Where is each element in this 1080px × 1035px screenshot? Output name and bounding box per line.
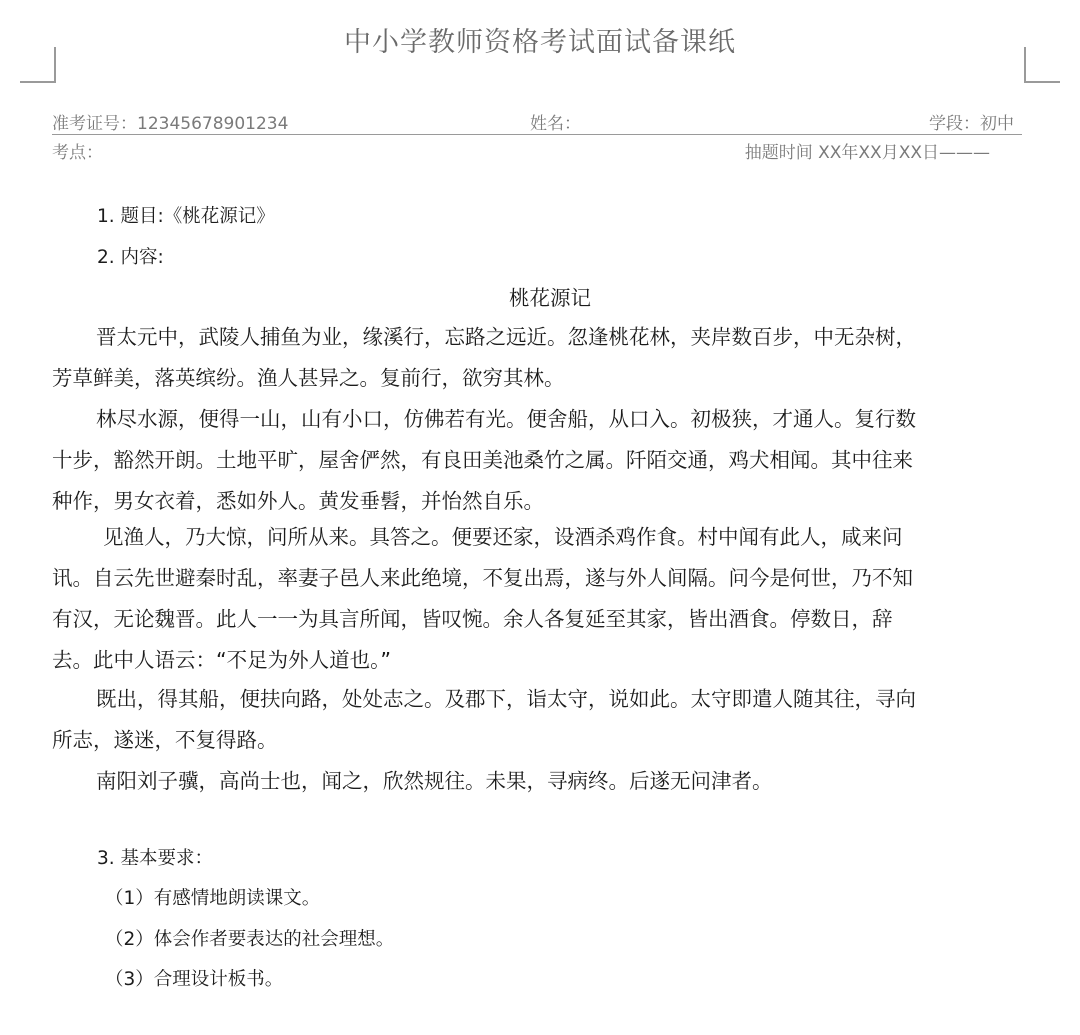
passage-line: 林尽水源，便得一山，山有小口，仿佛若有光。便舍船，从口入。初极狭，才通人。复行数 bbox=[96, 407, 916, 431]
passage-line: 种作，男女衣着，悉如外人。黄发垂髫，并怡然自乐。 bbox=[52, 489, 544, 513]
venue-field: 考点： bbox=[52, 143, 103, 163]
corner-mark-left bbox=[20, 47, 56, 83]
passage-line: 见渔人，乃大惊，问所从来。具答之。便要还家，设酒杀鸡作食。村中闻有此人，咸来问 bbox=[103, 525, 903, 549]
name-field: 姓名： bbox=[530, 114, 581, 134]
passage-line: 十步，豁然开朗。土地平旷，屋舍俨然，有良田美池桑竹之属。阡陌交通，鸡犬相闻。其中往来 bbox=[52, 448, 913, 472]
requirement-item: （1）有感情地朗读课文。 bbox=[105, 888, 321, 909]
level-field: 学段：初中 bbox=[929, 114, 1014, 134]
draw-time-field: 抽题时间 XX年XX月XX日——— bbox=[744, 143, 990, 163]
requirements-label: 3. 基本要求： bbox=[97, 848, 214, 869]
requirement-item: （2）体会作者要表达的社会理想。 bbox=[105, 929, 395, 950]
passage-line: 晋太元中，武陵人捕鱼为业，缘溪行，忘路之远近。忽逢桃花林，夹岸数百步，中无杂树， bbox=[96, 325, 916, 349]
requirement-item: （3）合理设计板书。 bbox=[105, 969, 284, 990]
passage-line: 芳草鲜美，落英缤纷。渔人甚异之。复前行，欲穷其林。 bbox=[52, 366, 565, 390]
topic-line: 1. 题目:《桃花源记》 bbox=[97, 206, 275, 227]
passage-line: 南阳刘子骥，高尚士也，闻之，欣然规往。未果，寻病终。后遂无问津者。 bbox=[96, 769, 773, 793]
header-divider bbox=[52, 134, 1022, 135]
corner-mark-right bbox=[1024, 47, 1060, 83]
passage-line: 去。此中人语云：“不足为外人道也。” bbox=[52, 648, 391, 672]
passage-line: 既出，得其船，便扶向路，处处志之。及郡下，诣太守，说如此。太守即遣人随其往，寻向 bbox=[96, 687, 916, 711]
exam-id-field: 准考证号：12345678901234 bbox=[52, 114, 289, 134]
page-title: 中小学教师资格考试面试备课纸 bbox=[344, 27, 736, 58]
passage-line: 讯。自云先世避秦时乱，率妻子邑人来此绝境，不复出焉，遂与外人间隔。问今是何世，乃不知 bbox=[52, 566, 913, 590]
passage-line: 有汉，无论魏晋。此人一一为具言所闻，皆叹惋。余人各复延至其家，皆出酒食。停数日，辞 bbox=[52, 607, 893, 631]
passage-title: 桃花源记 bbox=[509, 286, 591, 310]
content-label: 2. 内容: bbox=[97, 247, 164, 268]
passage-line: 所志，遂迷，不复得路。 bbox=[52, 728, 278, 752]
